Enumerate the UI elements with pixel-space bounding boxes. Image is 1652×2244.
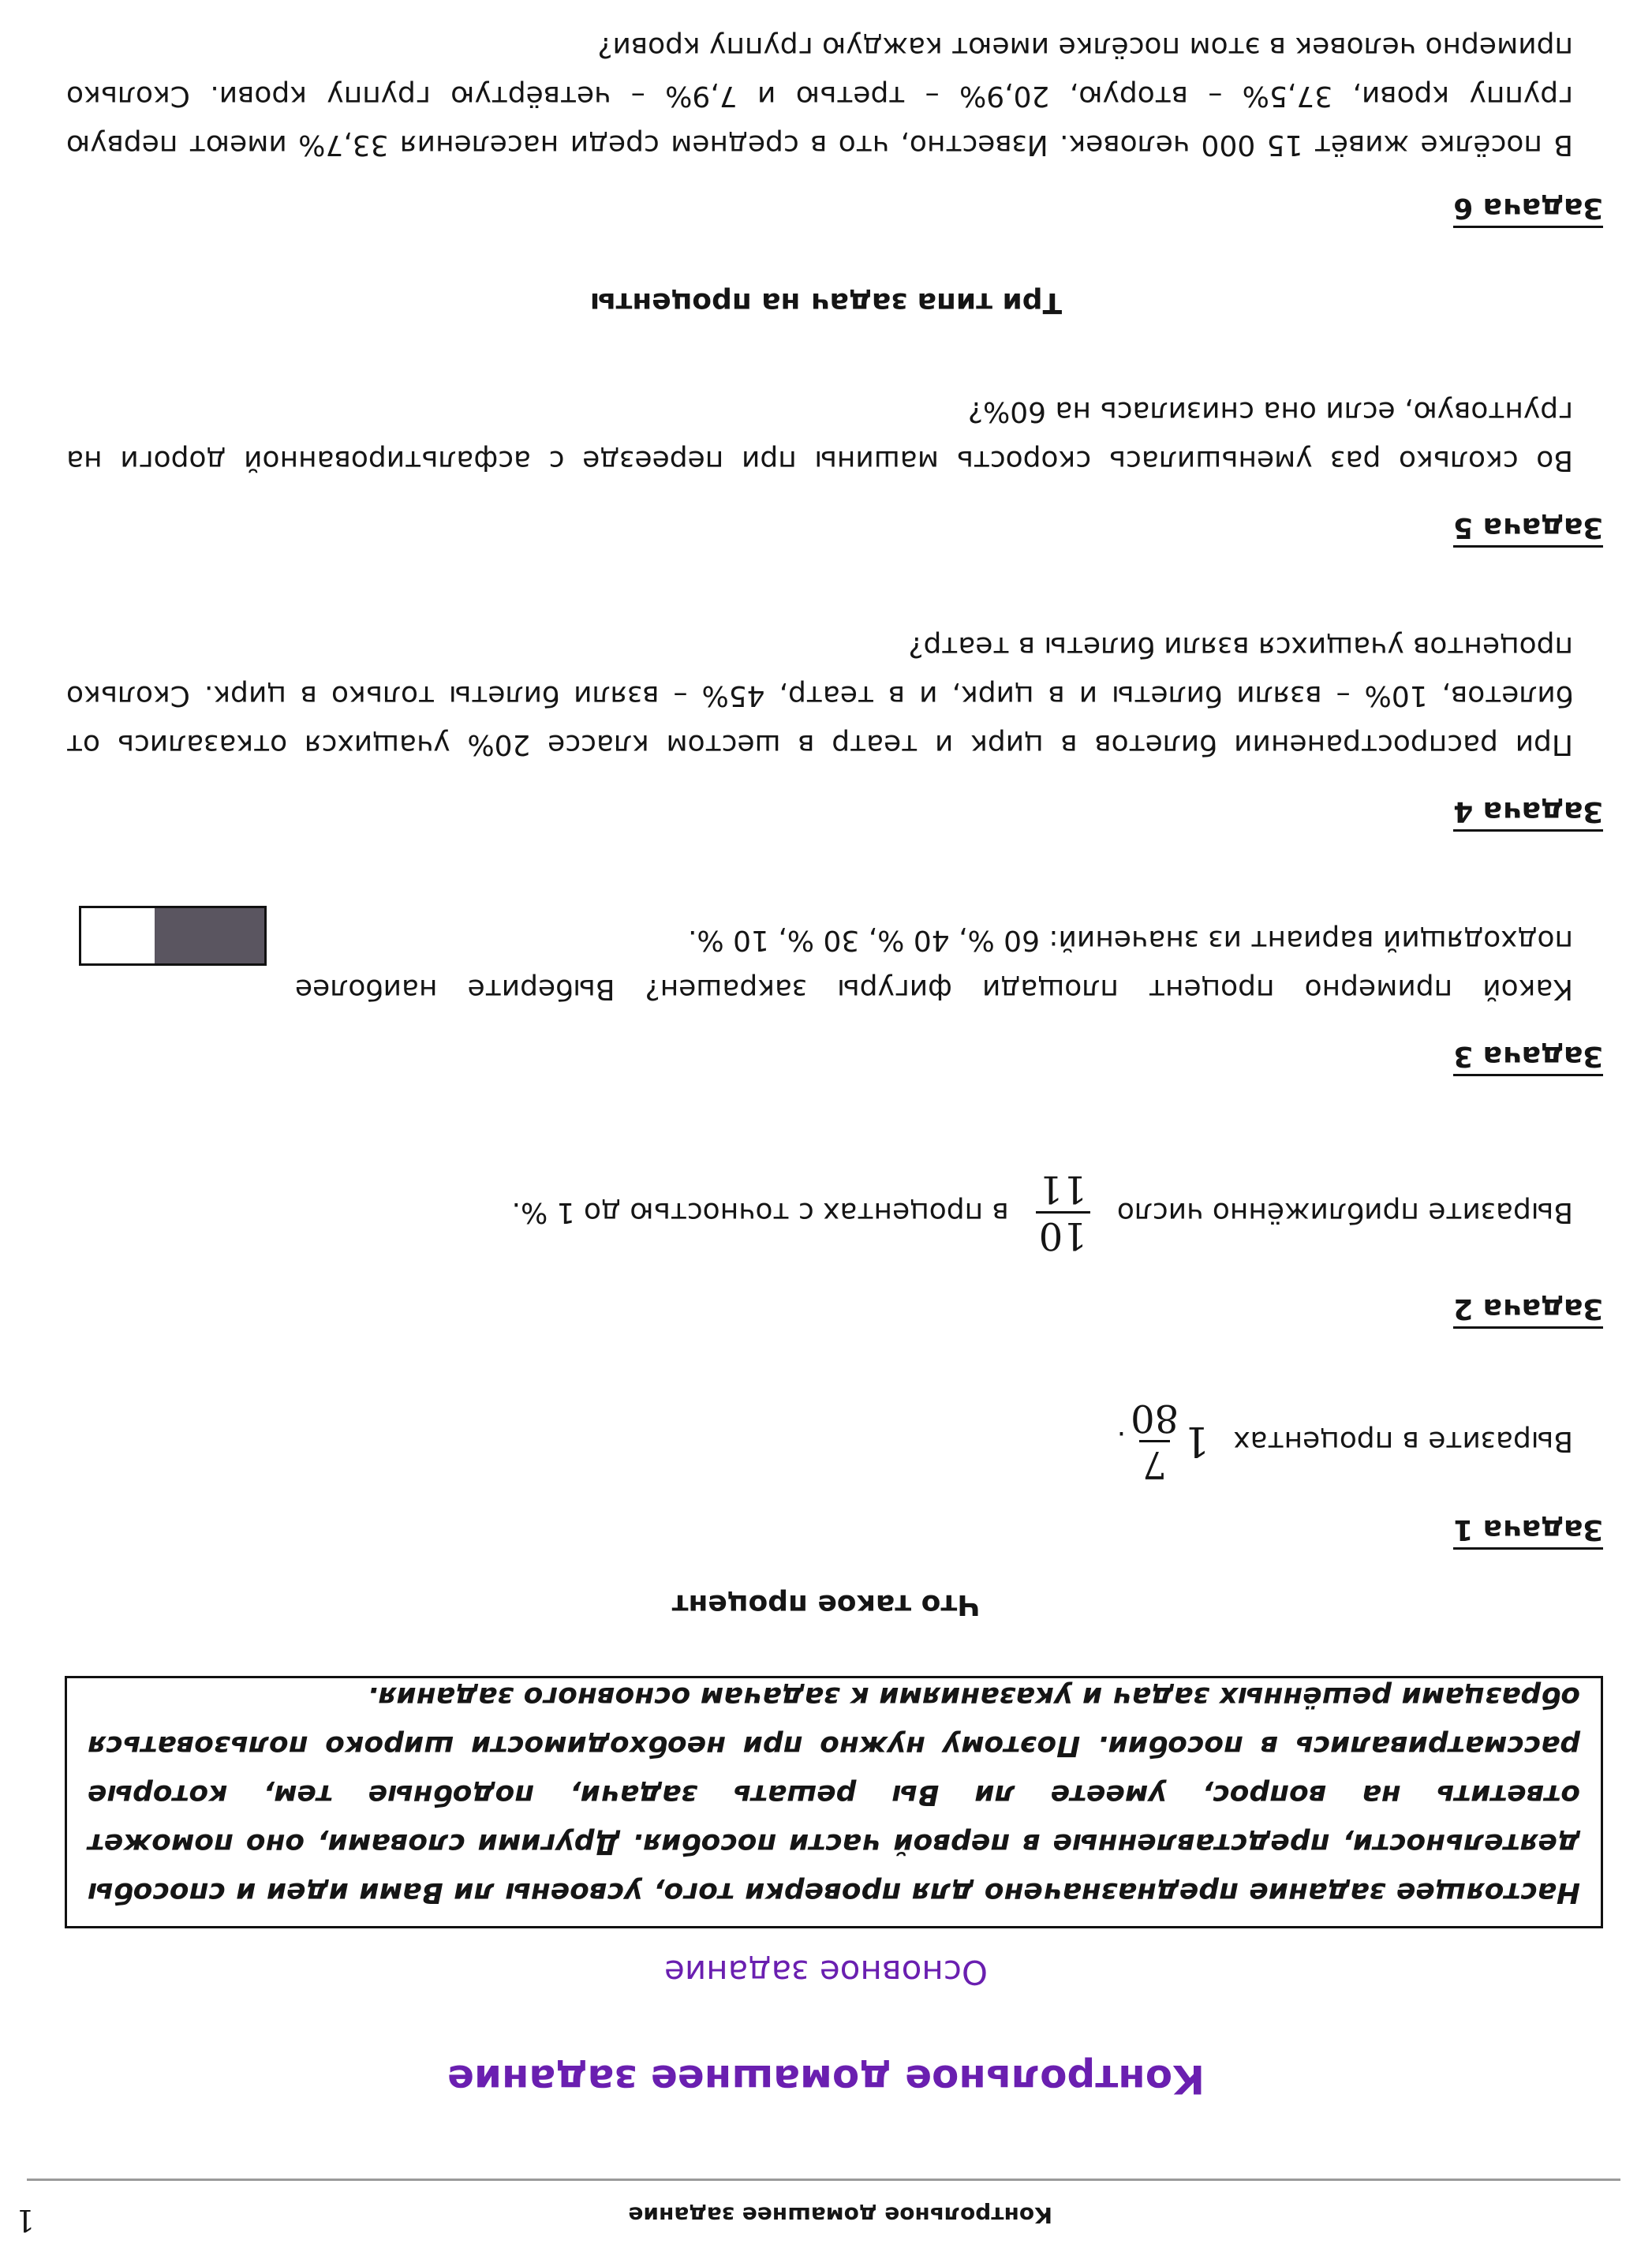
task-3-figure-shaded-part — [155, 908, 264, 963]
task-3-text: Какой примерно процент площади фигуры закрашен? Выберите наиболее подходящий вариант из значений: 60 %, 40 %, 30 %, 10 %. — [295, 924, 1573, 1005]
task-6-heading: Задача 6 — [1453, 191, 1603, 228]
task-4-text: При распространении билетов в цирк и театр в шестом классе 20% учащихся отказались от билетов, 10% – взяли билеты и в цирк, и в театр, 45% – взяли билеты только в цирк. Сколько процентов учащихся взяли билеты в театр? — [66, 630, 1573, 761]
section-heading-three-types: Три типа задач на проценты — [589, 286, 1063, 319]
task-3-figure-empty-part — [81, 908, 155, 963]
task-2-denominator: 11 — [1038, 1167, 1087, 1211]
intro-box: Настоящее задание предназначено для проверки того, усвоены ли Вами идеи и способы деятельности, представленные в первой части пособия. Другими словами, оно поможет ответить на вопрос, умеете ли Вы решать задачи, подобные тем, которые рассматривались в пособии. Поэтому нужно при необходимости широко пользоваться образцами решённых задач и указаниями к задачам основного задания. — [65, 1676, 1603, 1928]
task-4-heading: Задача 4 — [1453, 795, 1603, 832]
task-2-numerator: 10 — [1036, 1211, 1090, 1258]
task-1-heading: Задача 1 — [1453, 1513, 1603, 1550]
task-1-mixed-number — [1126, 1396, 1209, 1487]
task-2-text-after: в процентах с точностью до 1 %. — [511, 1196, 1009, 1229]
task-1-denominator: 80 — [1131, 1396, 1179, 1440]
section-heading-what-is-percent: Что такое процент — [671, 1588, 981, 1621]
task-1-whole: 1 — [1183, 1417, 1210, 1465]
page-subtitle: Основное задание — [664, 1953, 988, 1992]
task-3-shaded-figure — [79, 906, 267, 966]
task-5-text: Во сколько раз уменьшилась скорость машины при переезде с асфальтированной дороги на грунтовую, если она снизилась на 60%? — [66, 395, 1573, 477]
page-number: 1 — [15, 2203, 35, 2238]
task-6-text: В посёлке живёт 15 000 человек. Известно, что в среднем среди населения 33,7% имеют первую группу крови, 37,5% – вторую, 20,9% – третью и 7,9% – четвёртую группу крови. Сколько примерно человек в этом посёлке имеют каждую группу крови? — [66, 31, 1573, 161]
task-2-text-before: Выразите приближённо число — [1116, 1196, 1573, 1229]
task-2-statement — [512, 1167, 1573, 1258]
header-rule — [27, 2179, 1620, 2181]
running-header-title: Контрольное домашнее задание — [628, 2202, 1052, 2228]
task-5-heading: Задача 5 — [1453, 511, 1603, 548]
page-title: Контрольное домашнее задание — [447, 2056, 1205, 2102]
task-1-fraction — [1131, 1396, 1179, 1487]
task-1-numerator: 7 — [1139, 1440, 1170, 1487]
task-2-heading: Задача 2 — [1453, 1292, 1603, 1329]
task-1-statement — [1117, 1396, 1573, 1487]
task-2-fraction — [1036, 1167, 1090, 1258]
task-3-heading: Задача 3 — [1453, 1039, 1603, 1076]
task-1-text: Выразите в процентах — [1233, 1425, 1573, 1457]
task-1-period: . — [1116, 1425, 1127, 1457]
